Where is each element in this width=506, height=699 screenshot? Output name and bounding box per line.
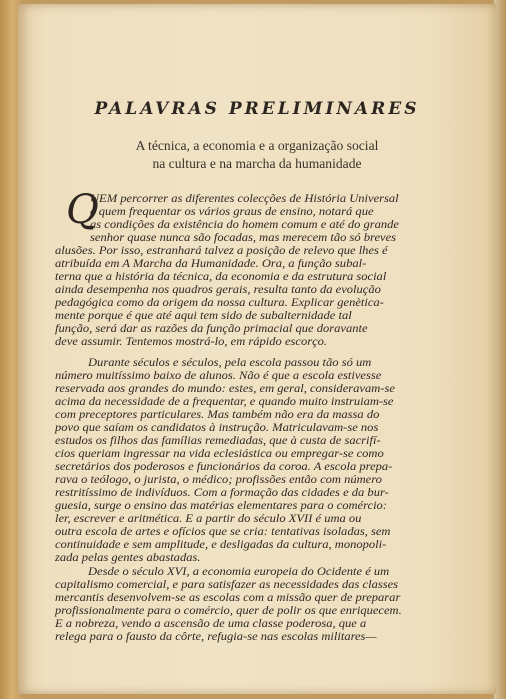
text-line: reservada aos grandes do mundo: estes, em geral, consideravam-se (55, 383, 395, 395)
text-line: estudos os filhos das famílias remediadas, que à custa de sacrifí- (55, 435, 381, 447)
text-line: povo que saíam os candidatos à instrução. Matriculavam-se nos (55, 422, 379, 434)
text-line: Durante séculos e séculos, pela escola passou tão só um (88, 357, 372, 369)
text-line: relega para o fausto da côrte, refugia-se nas escolas militares— (55, 631, 377, 643)
text-line: rava o teólogo, o jurista, o médico; profissões então com número (55, 474, 382, 486)
text-line: ler, escrever e aritmética. E a partir do século XVII é uma ou (55, 513, 362, 525)
text-line: mercantis desenvolvem-se as escolas com a missão quer de preparar (55, 592, 401, 604)
text-line: número muitíssimo baixo de alunos. Não é que a escola estivesse (55, 370, 382, 382)
text-line: pedagógica como da origem da nossa cultura. Explicar genètica- (55, 297, 384, 309)
text-line: continuidade e sem amplitude, e desligadas da cultura, monopoli- (55, 539, 387, 551)
text-line: Desde o século XVI, a economia europeia do Ocidente é um (88, 566, 390, 578)
page-subtitle (58, 137, 456, 173)
text-line: outra escola de artes e ofícios que se cria: tentativas isoladas, sem (55, 526, 391, 538)
book-spine-edge (0, 0, 20, 699)
text-line: acima da necessidade de a frequentar, e quando muito instruiam-se (55, 396, 394, 408)
text-line: guesia, surge o ensino das matérias elementares para o comércio: (55, 500, 388, 512)
text-line: UEM percorrer as diferentes colecções de História Universal (90, 193, 399, 205)
text-line: E a nobreza, vendo a ascensão de uma classe poderosa, que a (55, 618, 367, 630)
text-line: deve assumir. Tentemos mostrá-lo, em rápido escorço. (55, 336, 328, 348)
text-line: com preceptores particulares. Mas também não era da massa do (55, 409, 380, 421)
drop-cap-letter: Q (66, 187, 99, 233)
page-title: PALAVRAS PRELIMINARES (94, 99, 420, 119)
text-line: capitalismo comercial, e para satisfazer as necessidades das classes (55, 579, 399, 591)
text-line: zada pelas gentes abastadas. (55, 552, 201, 564)
text-line: atribuída em A Marcha da Humanidade. Ora, a função subal- (55, 258, 367, 270)
text-line: as condições da existência do homem comum e até do grande (90, 219, 400, 231)
text-line: alusões. Por isso, estranhará talvez a posição de relevo que lhes é (55, 245, 388, 257)
text-line: senhor quase nunca são focadas, mas merecem tão só breves (90, 232, 397, 244)
subtitle-line: na cultura e na marcha da humanidade (152, 156, 362, 171)
text-line: mente porque é que até aqui tem sido de subalternidade tal (55, 310, 352, 322)
text-line: cios queriam ingressar na vida eclesiástica ou empregar-se como (55, 448, 384, 460)
text-line: profissionalmente para o comércio, quer de polir os que enriquecem. (55, 605, 402, 617)
text-line: restritíssimo de indivíduos. Com a formação das cidades e da bur- (55, 487, 389, 499)
page-paper (18, 4, 496, 694)
text-line: e quem frequentar os vários graus de ensino, notará que (90, 206, 374, 218)
text-line: secretários dos poderosos e funcionários da coroa. A escola prepa- (55, 461, 393, 473)
text-line: ainda desempenha nos quadros gerais, resulta tanto da evolução (55, 284, 381, 296)
text-line: terna que a história da técnica, da economia e da estrutura social (55, 271, 387, 283)
text-line: função, será dar as razões da função primacial que doravante (55, 323, 368, 335)
subtitle-line: A técnica, a economia e a organização social (135, 138, 379, 153)
